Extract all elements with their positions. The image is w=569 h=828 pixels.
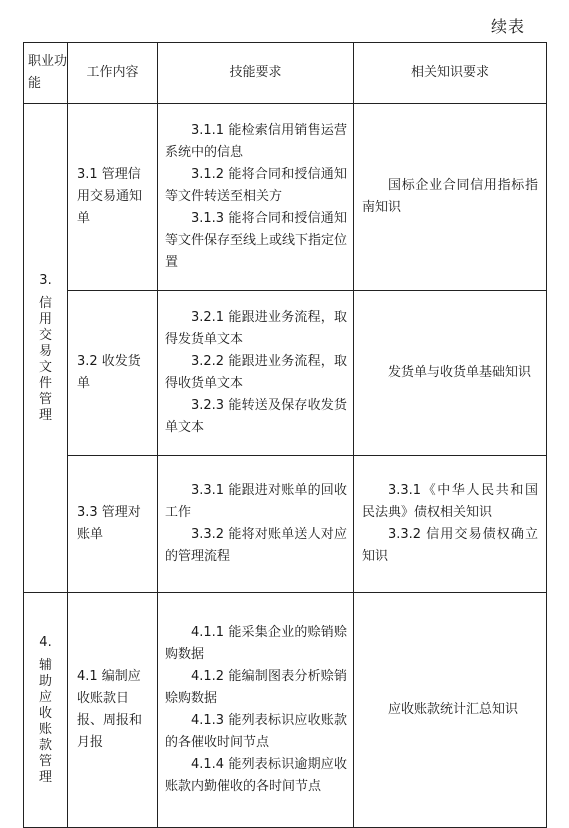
knowledge-item: 3.3.1《中华人民共和国民法典》债权相关知识 <box>362 483 538 520</box>
skill-item: 3.2.1 能跟进业务流程，取得发货单文本 <box>165 310 347 347</box>
header-skill: 技能要求 <box>158 43 354 104</box>
skill-item: 4.1.2 能编制图表分析赊销赊购数据 <box>165 669 347 706</box>
header-work: 工作内容 <box>68 43 158 104</box>
work-cell: 4.1 编制应收账款日报、周报和月报 <box>68 593 158 828</box>
function-name: 辅助应收账款管理 <box>38 657 52 785</box>
knowledge-item: 3.3.2 信用交易债权确立知识 <box>362 527 538 564</box>
skill-item: 4.1.3 能列表标识应收账款的各催收时间节点 <box>165 713 347 750</box>
skill-cell <box>158 456 354 593</box>
table-row <box>24 104 547 291</box>
table-row <box>24 456 547 593</box>
header-knowledge: 相关知识要求 <box>354 43 547 104</box>
skill-item: 4.1.4 能列表标识逾期应收账款内勤催收的各时间节点 <box>165 757 347 794</box>
skill-cell <box>158 593 354 828</box>
table-row <box>24 593 547 828</box>
function-name: 信用交易文件管理 <box>38 295 52 423</box>
skill-item: 3.1.2 能将合同和授信通知等文件转送至相关方 <box>165 167 347 204</box>
knowledge-cell <box>354 291 547 456</box>
skills-table <box>23 42 547 828</box>
knowledge-item: 国标企业合同信用指标指南知识 <box>362 178 538 215</box>
function-cell <box>24 104 68 593</box>
continued-label: 续表 <box>490 17 525 36</box>
work-cell: 3.3 管理对账单 <box>68 456 158 593</box>
skill-item: 3.2.2 能跟进业务流程，取得收货单文本 <box>165 354 347 391</box>
function-cell <box>24 593 68 828</box>
skill-cell <box>158 104 354 291</box>
skill-item: 3.1.1 能检索信用销售运营系统中的信息 <box>165 123 347 160</box>
skill-item: 3.3.2 能将对账单送人对应的管理流程 <box>165 527 347 564</box>
table-row <box>24 291 547 456</box>
skill-cell <box>158 291 354 456</box>
knowledge-cell <box>354 104 547 291</box>
function-number: 4. <box>39 634 52 650</box>
header-function: 职业功能 <box>24 43 68 104</box>
knowledge-cell <box>354 593 547 828</box>
skill-item: 3.2.3 能转送及保存收发货单文本 <box>165 398 347 435</box>
skill-item: 3.3.1 能跟进对账单的回收工作 <box>165 483 347 520</box>
work-cell: 3.1 管理信用交易通知单 <box>68 104 158 291</box>
work-cell: 3.2 收发货单 <box>68 291 158 456</box>
function-number: 3. <box>39 272 52 288</box>
skill-item: 4.1.1 能采集企业的赊销赊购数据 <box>165 625 347 662</box>
skill-item: 3.1.3 能将合同和授信通知等文件保存至线上或线下指定位置 <box>165 211 348 270</box>
knowledge-item: 发货单与收货单基础知识 <box>388 365 532 380</box>
knowledge-cell <box>354 456 547 593</box>
knowledge-item: 应收账款统计汇总知识 <box>388 702 519 717</box>
header-row <box>24 43 547 104</box>
